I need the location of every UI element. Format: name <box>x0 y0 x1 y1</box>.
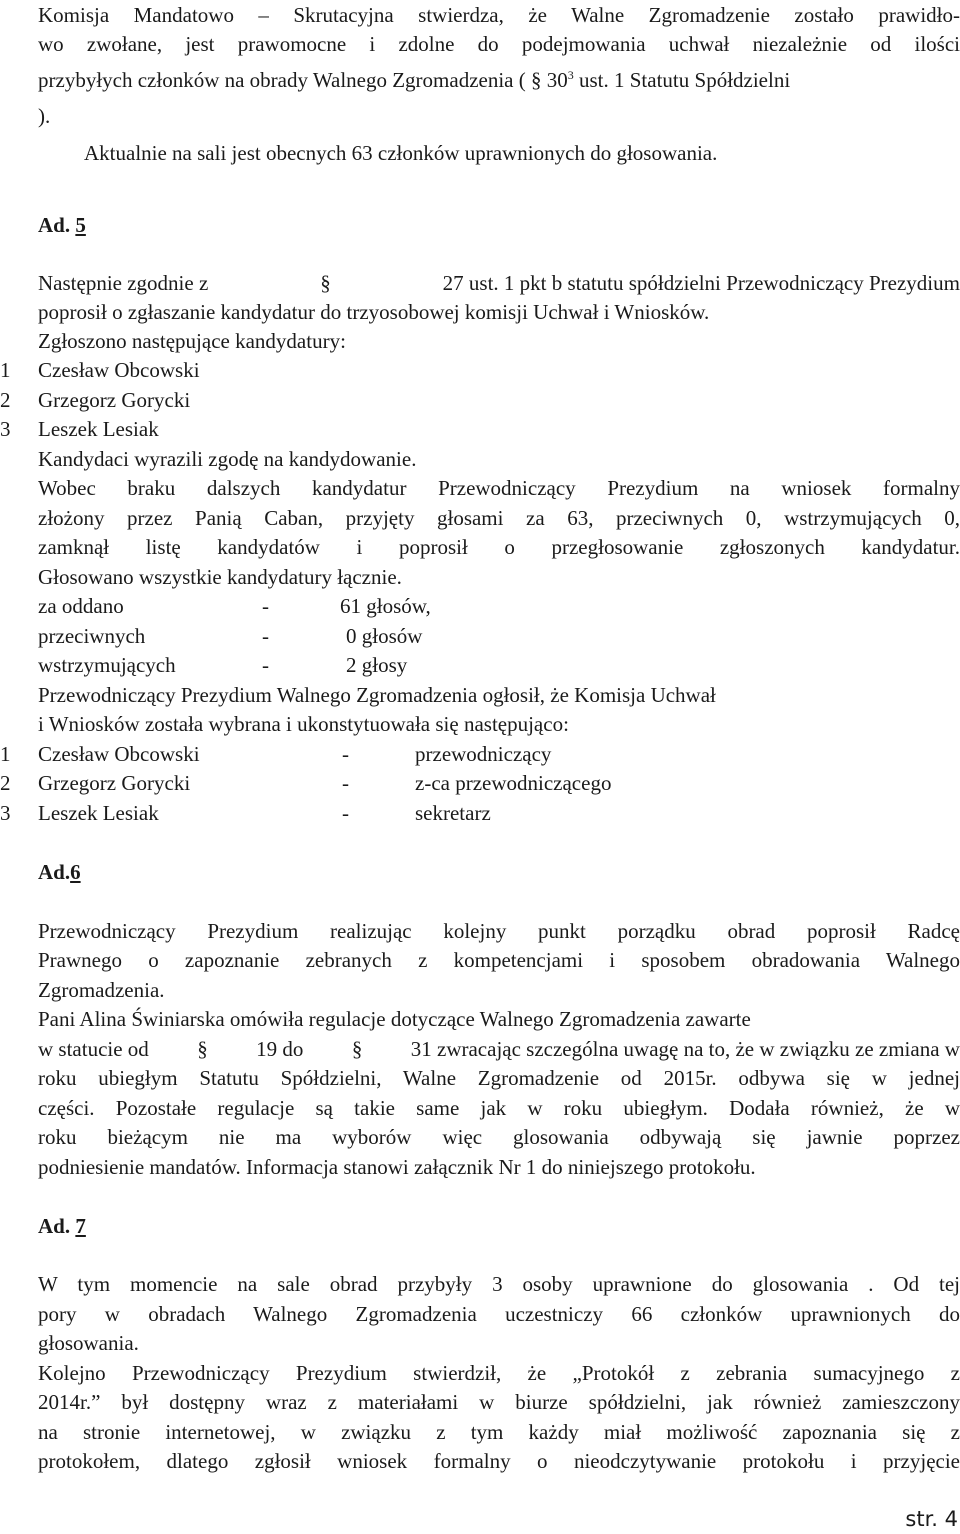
body-text-line: W tym momencie na sale obrad przybyły 3 osoby uprawnione do glosowania . Od tej <box>38 1272 960 1296</box>
body-text-line: protokołem, dlatego zgłosił wniosek formalny o nieodczytywanie protokołu i przyjęcie <box>38 1449 960 1473</box>
body-text-line <box>38 67 960 93</box>
member-name: Grzegorz Gorycki <box>38 771 191 795</box>
list-number: 2 <box>0 388 11 412</box>
body-text-line: podniesienie mandatów. Informacja stanowi załącznik Nr 1 do niniejszego protokołu. <box>38 1155 756 1179</box>
body-text-fragment: Następnie zgodnie z <box>38 271 209 295</box>
body-text-line <box>38 1036 960 1062</box>
body-text-line: Przewodniczący Prezydium Walnego Zgromadzenia ogłosił, że Komisja Uchwał <box>38 683 716 707</box>
candidate-name: Grzegorz Gorycki <box>38 388 191 412</box>
candidate-name: Leszek Lesiak <box>38 417 159 441</box>
body-text-line: Pani Alina Świniarska omówiła regulacje dotyczące Walnego Zgromadzenia zawarte <box>38 1007 751 1031</box>
body-text-line: 2014r.” był dostępny wraz z materiałami w biurze spółdzielni, jak również zamieszczony <box>38 1390 960 1414</box>
list-number: 3 <box>0 801 11 825</box>
vote-label: za oddano <box>38 594 124 618</box>
body-text-fragment: przybyłych członków na obrady Walnego Zgromadzenia ( <box>38 68 526 92</box>
vote-dash: - <box>262 624 269 648</box>
body-text-line: części. Pozostałe regulacje są takie same jak w roku ubiegłym. Dodała również, że w <box>38 1096 960 1120</box>
body-text-line: roku bieżącym nie ma wyborów więc glosowania odbywają się jawnie poprzez <box>38 1125 960 1149</box>
paragraph-superscript: 3 <box>567 68 574 82</box>
heading-prefix: Ad. <box>38 1214 71 1238</box>
member-dash: - <box>342 771 349 795</box>
body-text-line: Głosowano wszystkie kandydatury łącznie. <box>38 565 402 589</box>
vote-dash: - <box>262 594 269 618</box>
member-role: przewodniczący <box>415 742 552 766</box>
list-number: 3 <box>0 417 11 441</box>
body-text-fragment: ust. 1 Statutu Spółdzielni <box>579 68 791 92</box>
body-text-fragment: 19 do <box>256 1037 304 1061</box>
vote-label: wstrzymujących <box>38 653 176 677</box>
member-name: Leszek Lesiak <box>38 801 159 825</box>
section-heading-ad6 <box>38 859 81 885</box>
heading-number: 5 <box>75 213 86 237</box>
section-sign: § <box>531 68 542 92</box>
body-text-line: roku ubiegłym Statutu Spółdzielni, Walne Zgromadzenie od 2015r. odbywa się w jednej <box>38 1066 960 1090</box>
body-text-fragment: 27 ust. 1 pkt b statutu spółdzielni Przewodniczący Prezydium <box>442 271 960 295</box>
body-text-line: Kandydaci wyrazili zgodę na kandydowanie. <box>38 447 417 471</box>
body-text-line: Kolejno Przewodniczący Prezydium stwierdził, że „Protokół z zebrania sumacyjnego z <box>38 1361 960 1385</box>
vote-label: przeciwnych <box>38 624 146 648</box>
body-text-fragment: w statucie od <box>38 1037 149 1061</box>
list-number: 2 <box>0 771 11 795</box>
body-text-line: Zgłoszono następujące kandydatury: <box>38 329 346 353</box>
heading-number: 6 <box>70 860 81 884</box>
list-number: 1 <box>0 358 11 382</box>
heading-prefix: Ad. <box>38 213 71 237</box>
section-heading-ad7 <box>38 1213 86 1239</box>
body-text-line <box>38 270 960 296</box>
body-text-line: Przewodniczący Prezydium realizując kolejny punkt porządku obrad poprosił Radcę <box>38 919 960 943</box>
section-sign: § <box>351 1037 363 1061</box>
heading-prefix: Ad. <box>38 860 71 884</box>
vote-value: 2 głosy <box>346 653 408 677</box>
section-sign: § <box>197 1037 208 1061</box>
section-heading-ad5 <box>38 212 86 238</box>
candidate-name: Czesław Obcowski <box>38 358 200 382</box>
vote-value: 61 głosów, <box>340 594 431 618</box>
body-text-line: ). <box>38 104 51 128</box>
paragraph-number: 30 <box>546 68 568 92</box>
body-text-line: i Wniosków została wybrana i ukonstytuowała się następująco: <box>38 712 569 736</box>
body-text-line: Komisja Mandatowo – Skrutacyjna stwierdza, że Walne Zgromadzenie zostało prawidło- <box>38 3 960 27</box>
page-number: str. 4 <box>905 1507 958 1531</box>
body-text-line: wo zwołane, jest prawomocne i zdolne do podejmowania uchwał niezależnie od ilości <box>38 32 960 56</box>
body-text-line: Aktualnie na sali jest obecnych 63 członków uprawnionych do głosowania. <box>84 141 718 165</box>
body-text-fragment: 31 zwracając szczególna uwagę na to, że w związku ze zmiana w <box>410 1037 960 1061</box>
body-text-line: głosowania. <box>38 1331 139 1355</box>
vote-dash: - <box>262 653 269 677</box>
body-text-line: zamknął listę kandydatów i poprosił o przegłosowanie zgłoszonych kandydatur. <box>38 535 960 559</box>
member-role: sekretarz <box>415 801 491 825</box>
list-number: 1 <box>0 742 11 766</box>
body-text-line: Prawnego o zapoznanie zebranych z kompetencjami i sposobem obradowania Walnego <box>38 948 960 972</box>
member-dash: - <box>342 801 349 825</box>
body-text-line: pory w obradach Walnego Zgromadzenia uczestniczy 66 członków uprawnionych do <box>38 1302 960 1326</box>
member-role: z-ca przewodniczącego <box>415 771 612 795</box>
heading-number: 7 <box>75 1214 86 1238</box>
section-sign: § <box>320 271 331 295</box>
body-text-line: poprosił o zgłaszanie kandydatur do trzyosobowej komisji Uchwał i Wniosków. <box>38 300 710 324</box>
member-dash: - <box>342 742 349 766</box>
body-text-line: Wobec braku dalszych kandydatur Przewodniczący Prezydium na wniosek formalny <box>38 476 960 500</box>
body-text-line: Zgromadzenia. <box>38 978 165 1002</box>
member-name: Czesław Obcowski <box>38 742 200 766</box>
body-text-line: na stronie internetowej, w związku z tym każdy miał możliwość zapoznania się z <box>38 1420 960 1444</box>
vote-value: 0 głosów <box>346 624 423 648</box>
body-text-line: złożony przez Panią Caban, przyjęty głosami za 63, przeciwnych 0, wstrzymujących 0, <box>38 506 960 530</box>
